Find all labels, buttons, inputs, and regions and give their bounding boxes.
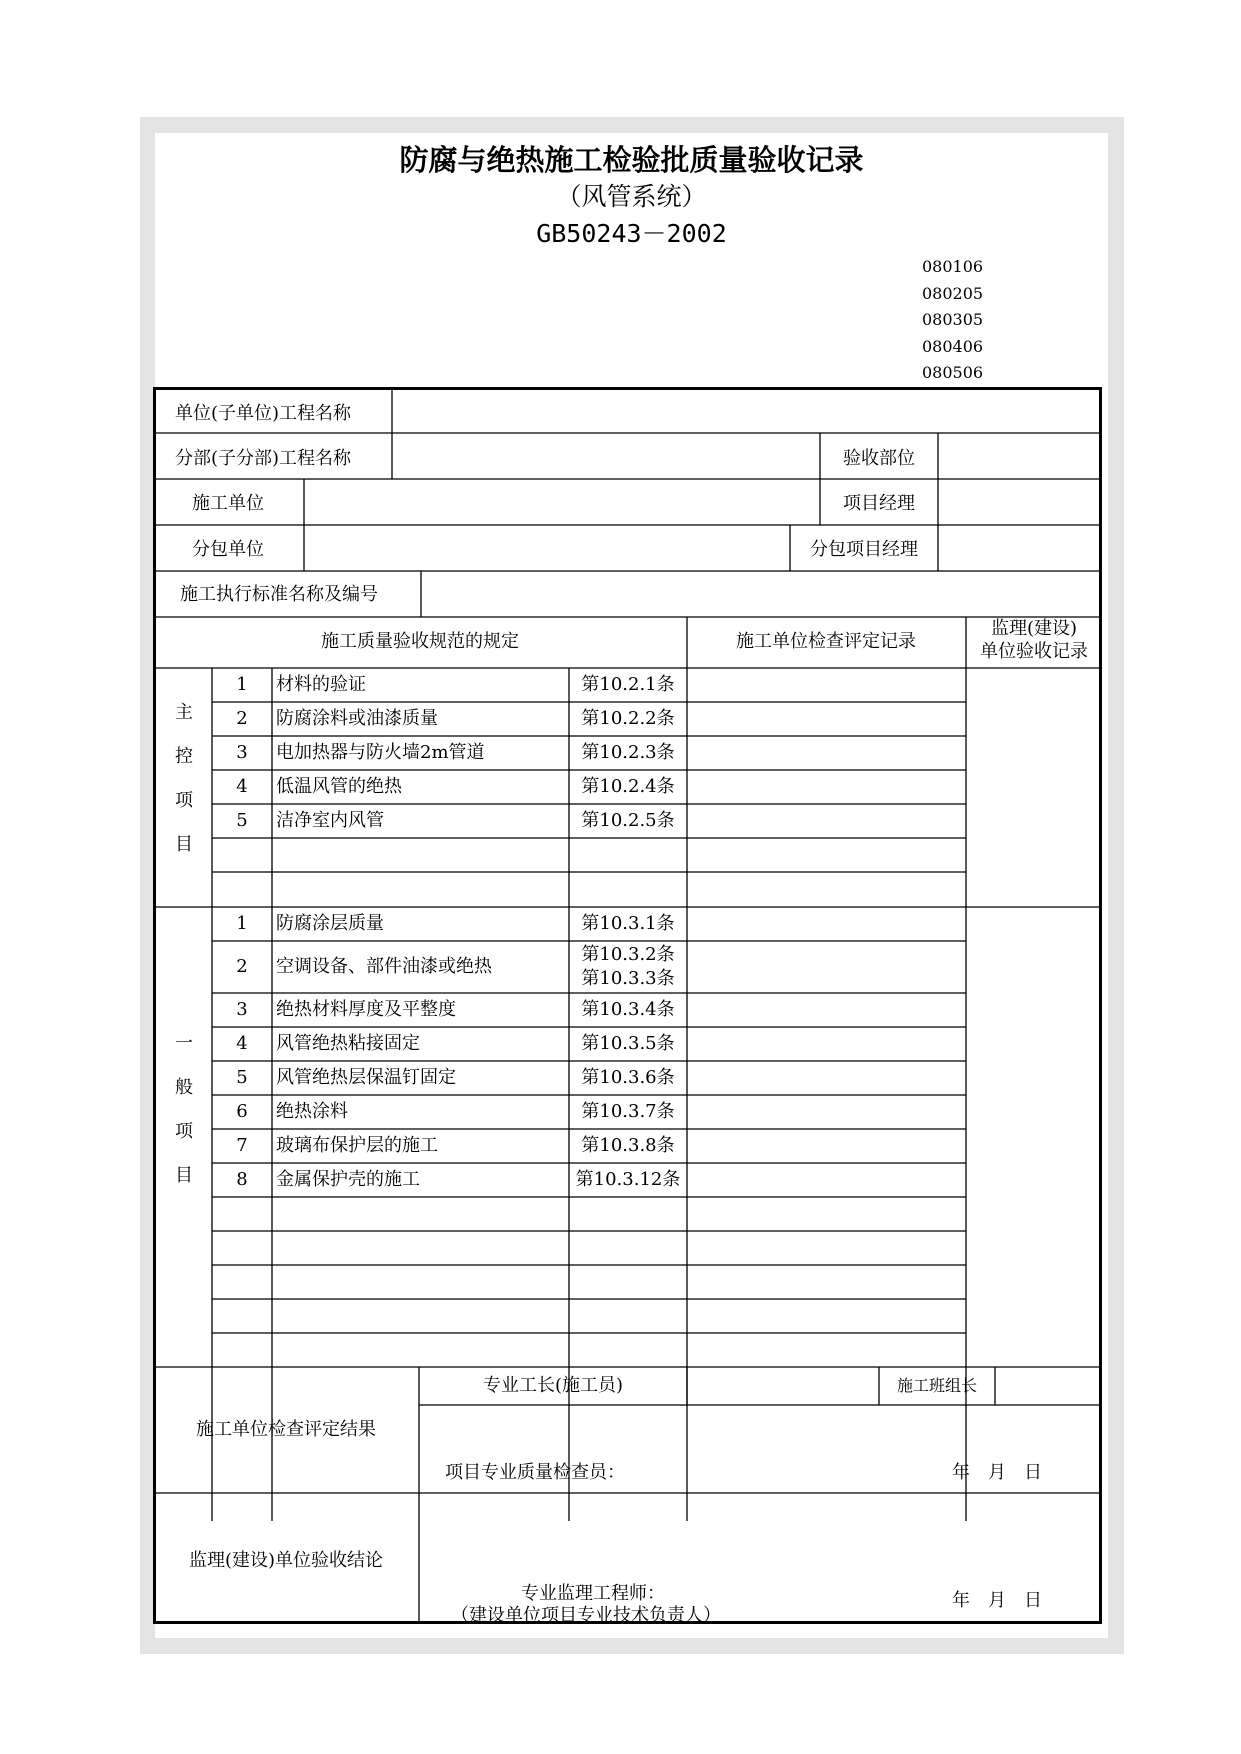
item-clause: 第10.3.4条 — [581, 999, 675, 1020]
spec-column-header: 施工质量验收规范的规定 — [321, 631, 519, 652]
item-name: 玻璃布保护层的施工 — [276, 1135, 438, 1156]
item-name: 绝热涂料 — [276, 1101, 348, 1122]
main-supervision-record-area[interactable] — [968, 670, 1100, 906]
sub-project-manager-field[interactable] — [940, 527, 1100, 570]
item-clause: 第10.3.2条 — [581, 944, 675, 965]
supervision-date: 年 月 日 — [952, 1590, 1042, 1611]
item-name: 洁净室内风管 — [276, 810, 384, 831]
item-clause: 第10.2.3条 — [581, 742, 675, 763]
sub-project-label: 分部(子分部)工程名称 — [175, 448, 352, 469]
item-number: 2 — [236, 956, 248, 977]
unit-project-field[interactable] — [394, 389, 1100, 432]
item-name: 电加热器与防火墙2m管道 — [276, 742, 485, 763]
form-code-list — [922, 254, 983, 387]
item-clause: 第10.2.5条 — [581, 810, 675, 831]
item-number: 5 — [236, 1067, 248, 1088]
general-check-record-area[interactable] — [689, 909, 965, 1366]
item-number: 8 — [236, 1169, 248, 1190]
form-code: 080406 — [922, 336, 984, 356]
inspection-date: 年 月 日 — [952, 1462, 1042, 1483]
item-name: 低温风管的绝热 — [276, 776, 402, 797]
subcontractor-field[interactable] — [306, 527, 789, 570]
item-number: 3 — [236, 742, 248, 763]
supervision-conclusion-label: 监理(建设)单位验收结论 — [188, 1550, 384, 1571]
item-number: 3 — [236, 999, 248, 1020]
item-name: 绝热材料厚度及平整度 — [276, 999, 456, 1020]
item-clause: 第10.3.5条 — [581, 1033, 675, 1054]
item-name: 防腐涂层质量 — [276, 913, 384, 934]
subcontractor-label: 分包单位 — [192, 539, 264, 560]
item-name: 风管绝热层保温钉固定 — [276, 1067, 456, 1088]
item-number: 7 — [236, 1135, 248, 1156]
construction-unit-field[interactable] — [306, 481, 819, 524]
team-leader-field[interactable] — [997, 1369, 1100, 1404]
supervision-column-header: 监理(建设) — [990, 618, 1078, 639]
form-code: 080506 — [922, 363, 984, 383]
execution-standard-field[interactable] — [423, 573, 1100, 616]
unit-project-label: 单位(子单位)工程名称 — [175, 403, 352, 424]
foreman-field[interactable] — [689, 1369, 878, 1404]
sub-project-manager-label: 分包项目经理 — [810, 539, 918, 560]
supervision-engineer-label: 专业监理工程师： — [521, 1583, 665, 1604]
item-number: 1 — [236, 913, 248, 934]
item-name: 风管绝热粘接固定 — [276, 1033, 420, 1054]
item-clause: 第10.3.6条 — [581, 1067, 675, 1088]
check-record-column-header: 施工单位检查评定记录 — [736, 631, 916, 652]
construction-unit-label: 施工单位 — [192, 493, 264, 514]
item-clause: 第10.2.4条 — [581, 776, 675, 797]
acceptance-part-label: 验收部位 — [843, 448, 915, 469]
standard-code: GB50243－2002 — [536, 219, 727, 248]
item-number: 4 — [236, 776, 248, 797]
form-subtitle: （风管系统） — [556, 182, 707, 211]
project-manager-field[interactable] — [940, 481, 1100, 524]
team-leader-label: 施工班组长 — [896, 1376, 978, 1395]
item-name: 金属保护壳的施工 — [276, 1169, 420, 1190]
item-clause: 第10.3.7条 — [581, 1101, 675, 1122]
item-number: 1 — [236, 674, 248, 695]
item-clause: 第10.3.3条 — [581, 968, 675, 989]
form-code: 080205 — [922, 283, 984, 303]
item-clause: 第10.3.12条 — [575, 1169, 681, 1190]
quality-inspector-label: 项目专业质量检查员： — [445, 1462, 625, 1483]
item-name: 防腐涂料或油漆质量 — [276, 708, 438, 729]
form-title: 防腐与绝热施工检验批质量验收记录 — [399, 143, 864, 177]
acceptance-form — [153, 387, 1102, 1624]
supervision-conclusion-field[interactable] — [421, 1495, 1100, 1581]
acceptance-part-field[interactable] — [940, 435, 1100, 478]
item-number: 6 — [236, 1101, 248, 1122]
item-clause: 第10.2.1条 — [581, 674, 675, 695]
item-clause: 第10.3.1条 — [581, 913, 675, 934]
check-result-label: 施工单位检查评定结果 — [196, 1419, 376, 1440]
main-check-record-area[interactable] — [689, 670, 965, 906]
item-number: 5 — [236, 810, 248, 831]
general-group-label: 一般项目 — [172, 1033, 193, 1209]
item-number: 4 — [236, 1033, 248, 1054]
general-supervision-record-area[interactable] — [968, 909, 1100, 1366]
construction-unit-technical-lead-note: （建设单位项目专业技术负责人） — [451, 1605, 721, 1626]
item-clause: 第10.2.2条 — [581, 708, 675, 729]
sub-project-field[interactable] — [394, 435, 819, 478]
form-code: 080305 — [922, 310, 984, 330]
form-code: 080106 — [922, 257, 984, 276]
item-name: 材料的验证 — [276, 674, 366, 695]
item-number: 2 — [236, 708, 248, 729]
execution-standard-label: 施工执行标准名称及编号 — [180, 584, 378, 605]
supervision-column-header-line2: 单位验收记录 — [980, 641, 1088, 662]
project-manager-label: 项目经理 — [843, 493, 915, 514]
foreman-label: 专业工长(施工员) — [482, 1375, 624, 1396]
check-result-field[interactable] — [421, 1407, 1100, 1492]
main-control-group-label: 主控项目 — [172, 702, 193, 878]
item-clause: 第10.3.8条 — [581, 1135, 675, 1156]
item-name: 空调设备、部件油漆或绝热 — [276, 956, 492, 977]
